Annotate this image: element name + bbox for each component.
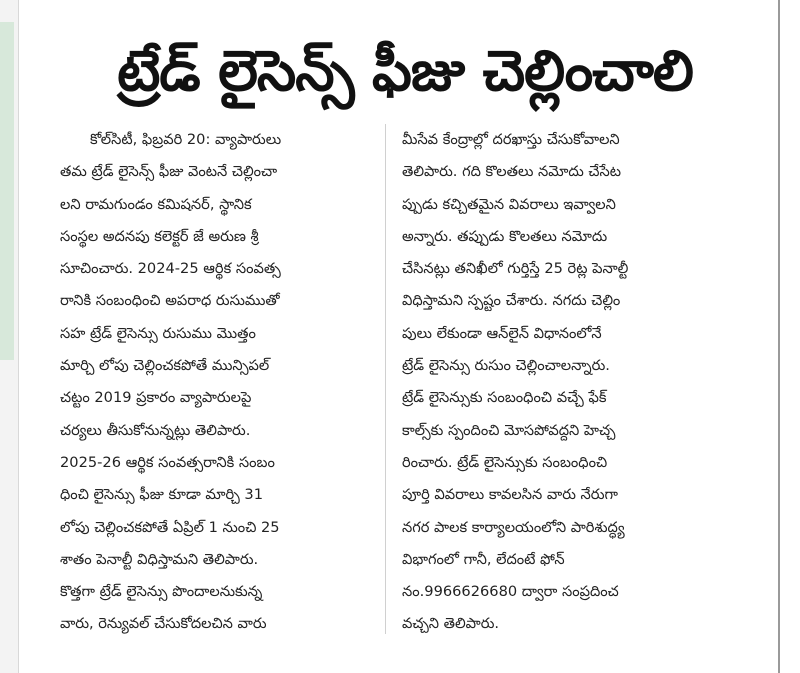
article-line: అన్నారు. తప్పుడు కొలతలు నమోదు <box>402 227 608 245</box>
right-column-rule <box>778 0 780 673</box>
article-line: సహ ట్రేడ్ లైసెన్సు రుసుము మొత్తం <box>60 324 256 342</box>
article-line: చర్యలు తీసుకోనున్నట్లు తెలిపారు. <box>60 421 251 439</box>
article-line: తెలిపారు. గది కొలతలు నమోదు చేసేట <box>402 163 621 181</box>
article-line: పూర్తి వివరాలు కావలసిన వారు నేరుగా <box>402 486 618 504</box>
article-line: నం.9966626680 ద్వారా సంప్రదించ <box>402 583 619 601</box>
article-line: సూచించారు. 2024-25 ఆర్థిక సంవత్స <box>60 260 281 278</box>
article-line: సంస్థల అదనపు కలెక్టర్ జే అరుణ శ్రీ <box>60 227 259 245</box>
article-line: ప్పుడు కచ్చితమైన వివరాలు ఇవ్వాలని <box>402 195 616 213</box>
article-line: శాతం పెనాల్టీ విధిస్తామని తెలిపారు. <box>60 550 259 568</box>
article-line: కొత్తగా ట్రేడ్ లైసెన్సు పొందాలనుకున్న <box>60 583 263 601</box>
article-line: కోల్‌సిటీ, ఫిబ్రవరి 20: వ్యాపారులు <box>90 131 282 148</box>
article-line: ట్రేడ్ లైసెన్సుకు సంబంధించి వచ్చే ఫేక్ <box>402 389 607 407</box>
article-line: విభాగంలో గానీ, లేదంటే ఫోన్ <box>402 550 565 568</box>
article-column-right <box>402 124 732 641</box>
article-line: పులు లేకుండా ఆన్‌లైన్ విధానంలోనే <box>402 324 602 342</box>
article-line: వారు, రెన్యువల్ చేసుకోదలచిన వారు <box>60 615 267 633</box>
article-line: రానికి సంబంధించి అపరాధ రుసుముతో <box>60 292 280 310</box>
article-line: ధించి లైసెన్సు ఫీజు కూడా మార్చి 31 <box>60 486 263 504</box>
article-headline: ట్రేడ్ లైసెన్స్ ఫీజు చెల్లించాలి <box>117 39 693 104</box>
article-line: తమ ట్రేడ్ లైసెన్స్ ఫీజు వెంటనే చెల్లించా <box>60 163 278 181</box>
article-line: 2025-26 ఆర్థిక సంవత్సరానికి సంబం <box>60 453 275 471</box>
article-line: లోపు చెల్లించకపోతే ఏప్రిల్ 1 నుంచి 25 <box>60 518 280 536</box>
article-line: మార్చి లోపు చెల్లించకపోతే మున్సిపల్ <box>60 357 270 375</box>
left-adjacent-column-strip <box>0 22 14 360</box>
article-line: చట్టం 2019 ప్రకారం వ్యాపారులపై <box>60 389 252 407</box>
article-line: ట్రేడ్ లైసెన్సు రుసుం చెల్లించాలన్నారు. <box>402 357 610 375</box>
article-line: నగర పాలక కార్యాలయంలోని పారిశుద్ధ్య <box>402 518 625 536</box>
article-line: లని రామగుండం కమిషనర్, స్థానిక <box>60 195 252 213</box>
article-line: చేసినట్లు తనిఖీలో గుర్తిస్తే 25 రెట్ల పెనాల్టీ <box>402 260 629 278</box>
article-line: వచ్చని తెలిపారు. <box>402 615 500 633</box>
article-line: రించారు. ట్రేడ్ లైసెన్సుకు సంబంధించి <box>402 453 608 471</box>
article-column-left <box>60 124 390 641</box>
article-line: మీసేవ కేంద్రాల్లో దరఖాస్తు చేసుకోవాలని <box>402 131 620 148</box>
article-line: విధిస్తామని స్పష్టం చేశారు. నగదు చెల్లిం <box>402 292 621 310</box>
article-line: కాల్స్‌కు స్పందించి మోసపోవద్దని హెచ్చ <box>402 421 616 439</box>
